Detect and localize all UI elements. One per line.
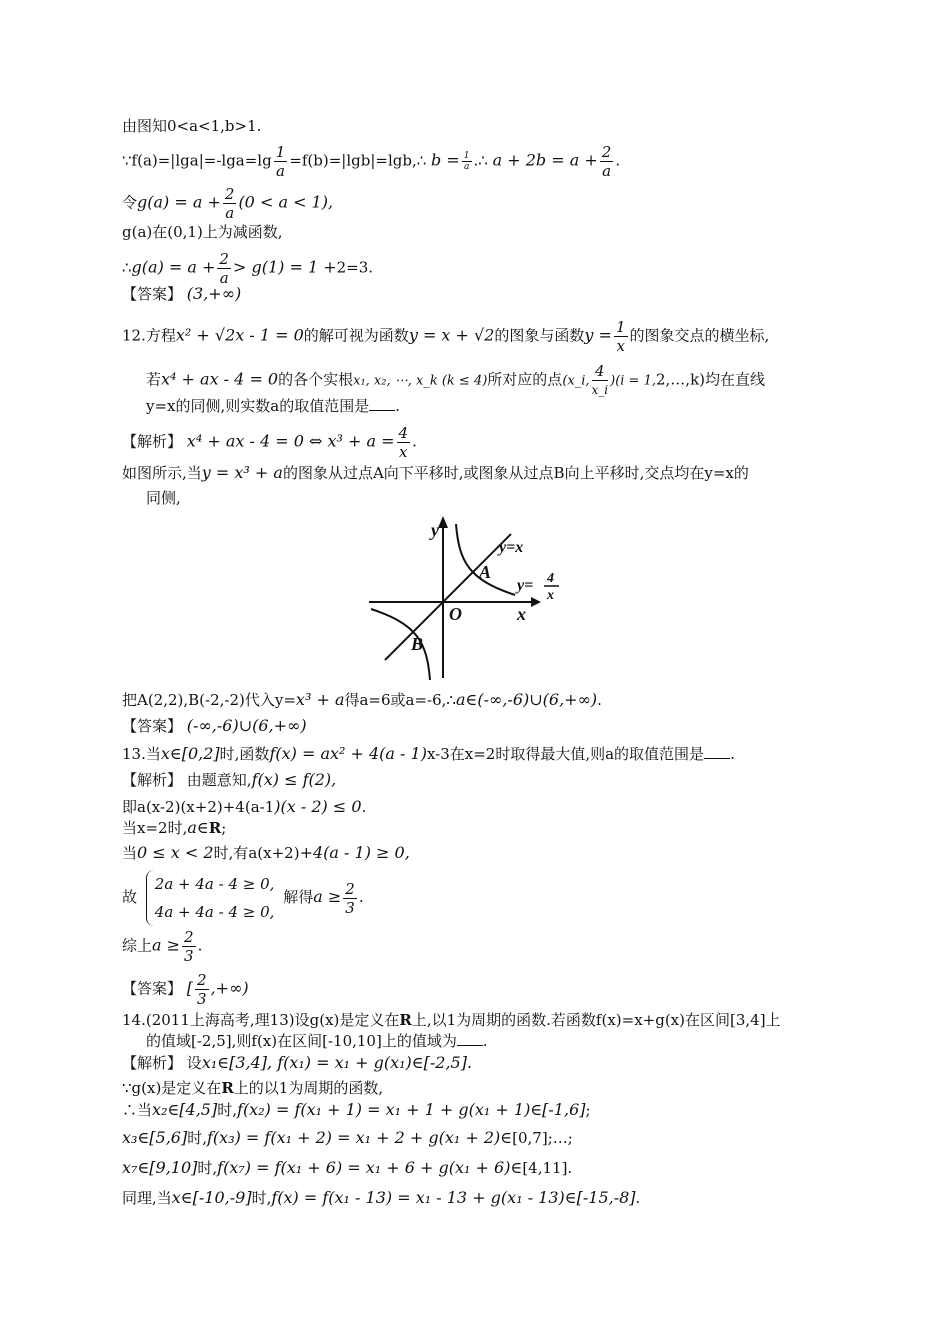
problem-14: 14.(2011上海高考,理13)设g(x)是定义在R上,以1为周期的函数.若函数f(x)=x+g(x)在区间[3,4]上 <box>122 1011 781 1029</box>
fraction: $\frac{2}{3}$ <box>345 879 355 917</box>
text-line: 令g(a) = a + $\frac{2}{a}$ (0 < a < 1), <box>122 185 334 222</box>
text-line: 如图所示,当y = x³ + a的图象从过点A向下平移时,或图象从过点B向上平移时,交点均在y=x的 <box>122 463 749 482</box>
text-line: 同侧, <box>146 489 181 507</box>
label-point-B: B <box>411 634 424 654</box>
text-line: 的值域[-2,5],则f(x)在区间[-10,10]上的值域为 . <box>146 1032 488 1050</box>
text-line: ∴当x₂∈[4,5]时,f(x₂) = f(x₁ + 1) = x₁ + 1 + g(x₁ + 1)∈[-1,6]; <box>122 1100 591 1119</box>
text-line: ∵g(x)是定义在R上的以1为周期的函数, <box>122 1079 384 1097</box>
fraction: $\frac{1}{a}$ <box>463 151 470 172</box>
text-line: ∴g(a) = a + $\frac{2}{a}$ > g(1) = 1 +2=3. <box>122 250 374 287</box>
answer-blank <box>369 396 395 411</box>
answer-line: 【答案】 (-∞,-6)∪(6,+∞) <box>122 716 307 735</box>
fraction: $\frac{2}{3}$ <box>184 928 194 965</box>
text-line: 综上a ≥ $\frac{2}{3}$ . <box>122 928 203 965</box>
fraction: $\frac{1}{a}$ <box>275 143 286 180</box>
text-line: x₇∈[9,10]时,f(x₇) = f(x₁ + 6) = x₁ + 6 + g(x₁ + 6)∈[4,11]. <box>122 1158 573 1177</box>
fraction: $\frac{4}{x}$ <box>398 424 409 461</box>
fraction: $\frac{2}{a}$ <box>601 143 612 180</box>
answer-line: 【答案】 [ $\frac{2}{3}$ ,+∞) <box>122 971 249 1008</box>
analysis-line: 【解析】 由题意知,f(x) ≤ f(2), <box>122 770 337 789</box>
equation-system: 2a + 4a - 4 ≥ 0, 4a + 4a - 4 ≥ 0, <box>146 870 275 926</box>
problem-13: 13.当x∈[0,2]时,函数f(x) = ax² + 4(a - 1)x-3在x=2时取得最大值,则a的取值范围是 . <box>122 744 735 763</box>
answer-blank <box>457 1031 483 1046</box>
label-line: y=x <box>499 539 524 556</box>
text-line: 同理,当x∈[-10,-9]时,f(x) = f(x₁ - 13) = x₁ - 13 + g(x₁ - 13)∈[-15,-8]. <box>122 1188 641 1207</box>
text-line: 当0 ≤ x < 2时,有a(x+2)+4(a - 1) ≥ 0, <box>122 843 410 862</box>
label-origin: O <box>449 604 462 624</box>
text-line: 当x=2时,a∈R; <box>122 818 227 837</box>
analysis-line: 【解析】 x⁴ + ax - 4 = 0 ⇔ x³ + a = $\frac{4}{x}$ . <box>122 424 417 461</box>
fraction: $\frac{2}{a}$ <box>219 250 229 287</box>
text-line: y=x的同侧,则实数a的取值范围是 . <box>146 397 400 415</box>
analysis-line: 【解析】 设x₁∈[3,4], f(x₁) = x₁ + g(x₁)∈[-2,5]. <box>122 1053 473 1072</box>
text-line: 把A(2,2),B(-2,-2)代入y=x³ + a得a=6或a=-6,∴a∈(-∞,-6)∪(6,+∞). <box>122 690 602 709</box>
label-x-axis: x <box>517 604 526 624</box>
answer-line: 【答案】 (3,+∞) <box>122 284 242 303</box>
answer-blank <box>704 744 730 759</box>
fraction: $\frac{2}{3}$ <box>197 971 207 1008</box>
fraction: $\frac{1}{x}$ <box>615 318 626 355</box>
text-line: 由图知0<a<1,b>1. <box>122 117 262 135</box>
text-line: 故 2a + 4a - 4 ≥ 0, 4a + 4a - 4 ≥ 0, 解得a ≥ $\frac{2}{3}$ . <box>122 868 364 926</box>
text-line: ∵f(a)=|lga|=-lga=lg $\frac{1}{a}$ =f(b)=|lgb|=lgb,∴ b = $\frac{1}{a}$ .∴ a + 2b = a + $\frac{2}{a}$ . <box>122 143 621 180</box>
fraction: $\frac{2}{a}$ <box>224 185 235 222</box>
text-line: g(a)在(0,1)上为减函数, <box>122 223 283 241</box>
label-curve-numerator: 4 <box>547 571 554 586</box>
label-curve: y= <box>517 577 534 594</box>
text-line: 即a(x-2)(x+2)+4(a-1)(x - 2) ≤ 0. <box>122 797 367 816</box>
text-line: x₃∈[5,6]时,f(x₃) = f(x₁ + 2) = x₁ + 2 + g(x₁ + 2)∈[0,7];…; <box>122 1128 573 1147</box>
text-line: 若x⁴ + ax - 4 = 0的各个实根x₁, x₂, ⋯, x_k (k ≤ 4)所对应的点(x_i, $\frac{4}{x\_i}$ )(i = 1,2,…,k)均在直线 <box>146 362 766 397</box>
problem-12: 12.方程x² + √2x - 1 = 0的解可视为函数y = x + √2的图象与函数y = $\frac{1}{x}$ 的图象交点的横坐标, <box>122 318 770 355</box>
label-curve-denominator: x <box>547 588 554 603</box>
fraction: $\frac{4}{x\_i}$ <box>591 362 609 397</box>
graph-figure <box>363 510 573 680</box>
label-y-axis: y <box>431 520 439 540</box>
label-point-A: A <box>479 562 492 582</box>
